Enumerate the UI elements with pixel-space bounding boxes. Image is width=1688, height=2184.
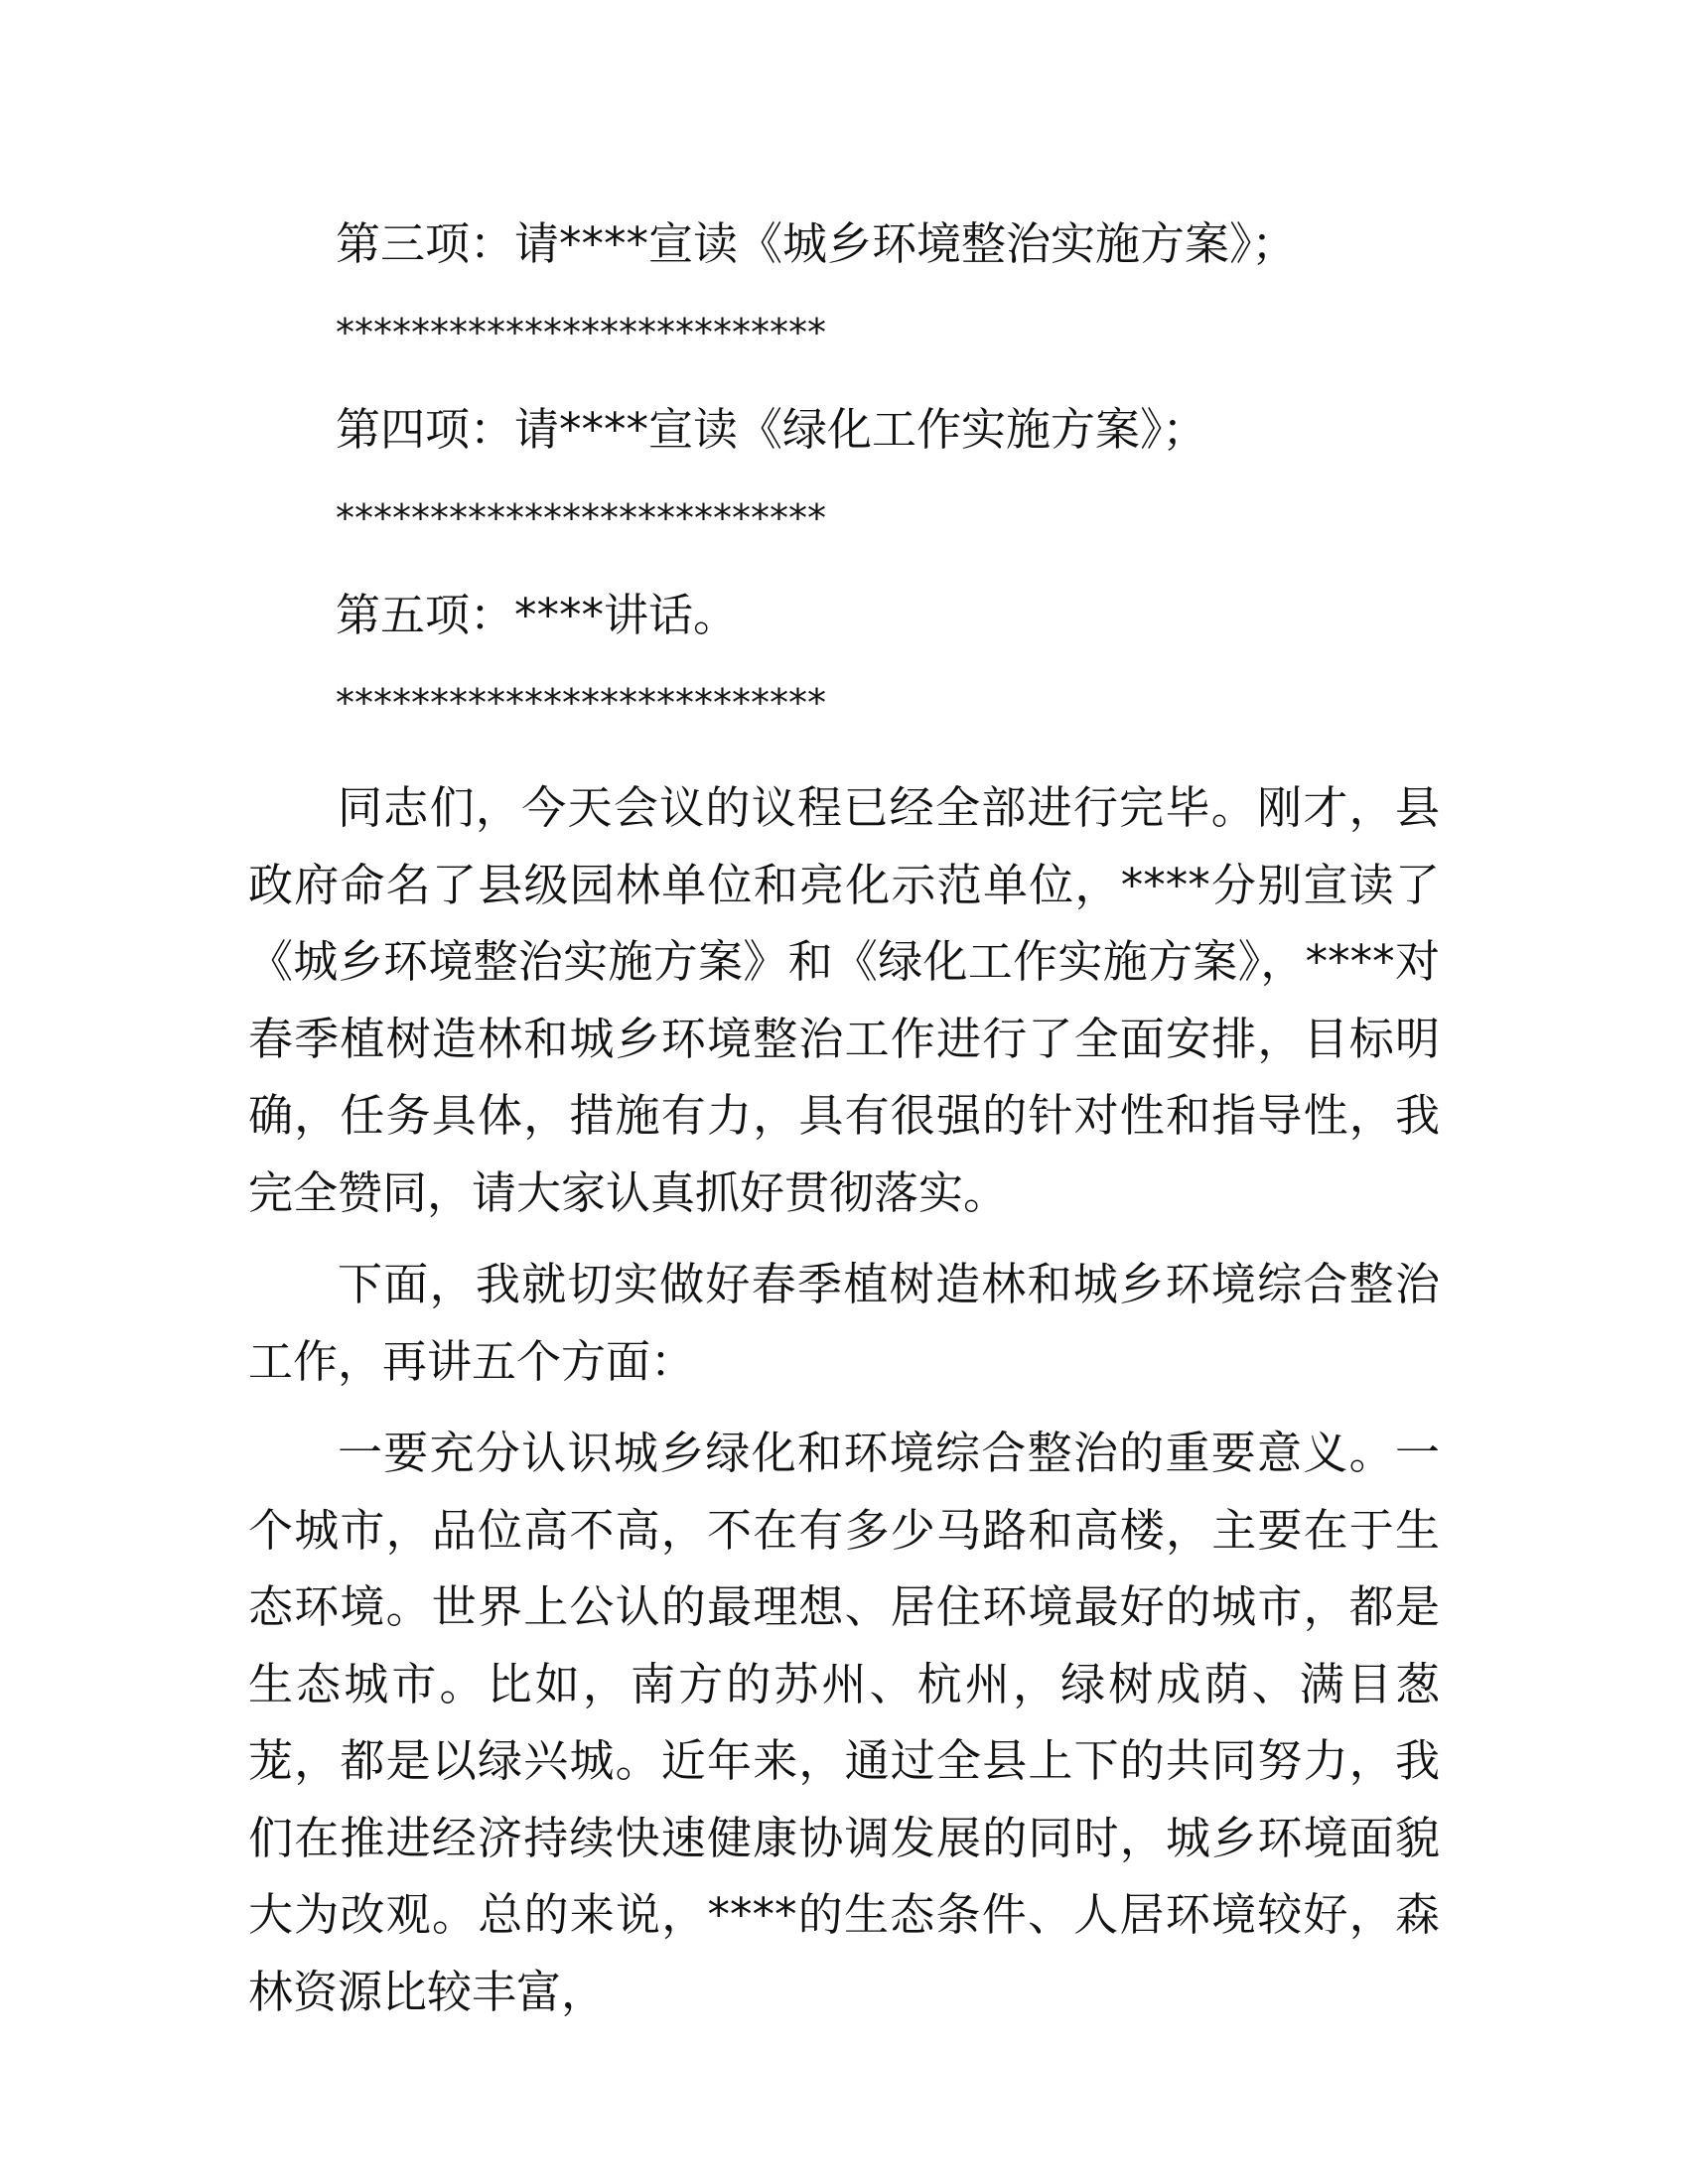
paragraph-closing-remarks: 同志们，今天会议的议程已经全部进行完毕。刚才，县政府命名了县级园林单位和亮化示范单位，****分别宣读了《城乡环境整治实施方案》和《绿化工作实施方案》，****对春季植树造林和城乡环境整治工作进行了全面安排，目标明确，任务具体，措施有力，具有很强的针对性和指导性，我完全赞同，请大家认真抓好贯彻落实。 <box>248 781 1440 1219</box>
agenda-item-5: 第五项：****讲话。 <box>336 589 739 641</box>
separator-line: ************************** <box>336 681 826 725</box>
separator-line: ************************** <box>336 311 826 354</box>
agenda-item-3: 第三项：请****宣读《城乡环境整治实施方案》； <box>336 217 1297 270</box>
paragraph-five-aspects: 下面，我就切实做好春季植树造林和城乡环境综合整治工作，再讲五个方面： <box>248 1258 1440 1388</box>
separator-line: ************************** <box>336 496 826 540</box>
paragraph-point-one: 一要充分认识城乡绿化和环境综合整治的重要意义。一个城市，品位高不高，不在有多少马路和高楼，主要在于生态环境。世界上公认的最理想、居住环境最好的城市，都是生态城市。比如，南方的苏州、杭州，绿树成荫、满目葱茏，都是以绿兴城。近年来，通过全县上下的共同努力，我们在推进经济持续快速健康协调发展的同时，城乡环境面貌大为改观。总的来说，****的生态条件、人居环境较好，森林资源比较丰富， <box>248 1427 1440 2018</box>
agenda-item-4: 第四项：请****宣读《绿化工作实施方案》； <box>336 403 1207 456</box>
